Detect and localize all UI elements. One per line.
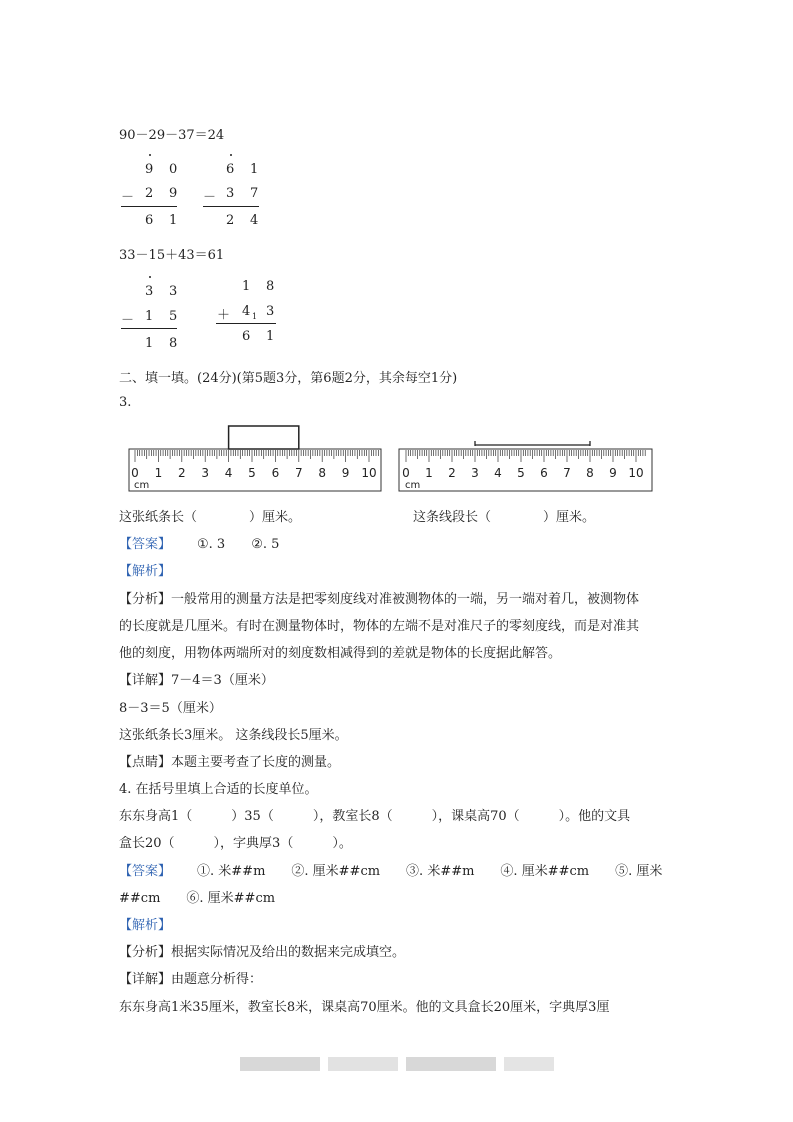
digit: 3	[169, 284, 178, 299]
sum-line	[121, 206, 177, 207]
digit: 9	[145, 162, 154, 177]
ruler-tick-label: 6	[271, 466, 280, 480]
q4-line-2: 盒长20（ ），字典厚3（ ）。	[119, 836, 352, 851]
digit: 6	[242, 329, 251, 344]
caption-left: 这张纸条长（ ）厘米。	[119, 510, 302, 525]
q4-answer-row-2: ##cm ⑥. 厘米##cm	[119, 891, 276, 906]
fenxi-line-1	[119, 588, 639, 607]
watermark-bar	[328, 1057, 398, 1071]
digit: 3	[266, 304, 275, 319]
ruler-tick-label: 8	[318, 466, 327, 480]
fenxi-line-3: 他的刻度，用物体两端所对的刻度数相减得到的差就是物体的长度据此解答。	[119, 646, 562, 661]
xiangjie-line-3: 这张纸条长3厘米。 这条线段长5厘米。	[119, 728, 348, 743]
digit: 5	[169, 309, 178, 324]
ruler-tick-label: 0	[131, 466, 139, 480]
answer-tag: 【答案】	[119, 864, 172, 879]
ruler-tick-label: 7	[563, 466, 571, 480]
sum-line	[121, 328, 177, 329]
answer-tag: 【答案】	[119, 537, 172, 552]
digit: 4	[250, 213, 259, 228]
xiangjie-tag: 【详解】	[119, 972, 172, 987]
q4-last-line: 东东身高1米35厘米，教室长8米，课桌高70厘米。他的文具盒长20厘米，字典厚3厘	[119, 1000, 610, 1015]
digit: 8	[266, 279, 275, 294]
question-number: 3.	[119, 395, 132, 410]
xiangjie-text: 由题意分析得：	[171, 972, 263, 987]
ruler-tick-label: 6	[540, 466, 548, 480]
dianjing-tag: 【点睛】	[119, 755, 172, 770]
digit: 1	[145, 336, 154, 351]
ruler-tick-label: 9	[341, 466, 350, 480]
watermark-bar	[240, 1057, 320, 1071]
ruler-figure-right	[398, 438, 654, 493]
sum-line	[216, 323, 276, 324]
answer-row	[119, 533, 279, 552]
ruler-tick-label: 10	[628, 466, 644, 480]
section-title: 二、填一填。(24分)(第5题3分，第6题2分，其余每空1分)	[119, 371, 458, 386]
ruler-tick-label: 0	[402, 466, 410, 480]
digit: 2	[226, 213, 235, 228]
ruler-tick-label: 3	[201, 466, 210, 480]
ruler-tick-label: 10	[361, 466, 377, 480]
watermark-bar	[504, 1057, 554, 1071]
fenxi-tag: 【分析】	[119, 945, 172, 960]
ruler-tick-label: 2	[177, 466, 186, 480]
fenxi-text: 根据实际情况及给出的数据来完成填空。	[171, 945, 406, 960]
ruler-tick-label: 3	[471, 466, 479, 480]
digit: 6	[226, 162, 235, 177]
q4-answer-row	[119, 860, 662, 879]
fenxi-tag: 【分析】	[119, 592, 172, 607]
ruler-right	[398, 438, 654, 493]
borrow-dot	[149, 276, 151, 278]
digit: 1	[250, 162, 259, 177]
carry-digit: 1	[252, 312, 258, 321]
ruler-unit-label: cm	[405, 480, 421, 491]
digit: 6	[145, 213, 154, 228]
ruler-tick-label: 1	[154, 466, 163, 480]
q4-analysis-tag: 【解析】	[119, 918, 172, 933]
digit: 3	[226, 186, 235, 201]
digit: 4	[242, 304, 251, 319]
equation-2: 33－15＋43＝61	[119, 248, 225, 263]
ruler-unit-label: cm	[134, 480, 150, 491]
ruler-tick-label: 4	[494, 466, 502, 480]
dianjing-line	[119, 751, 340, 770]
ruler-figure-left	[128, 425, 383, 493]
digit: 0	[169, 162, 178, 177]
answer-text: ①. 3 ②. 5	[197, 537, 280, 552]
xiangjie-line-2: 8－3＝5（厘米）	[119, 701, 222, 716]
ruler-tick-label: 8	[586, 466, 594, 480]
caption-right: 这条线段长（ ）厘米。	[413, 510, 596, 525]
ruler-tick-label: 1	[425, 466, 433, 480]
ruler-left	[128, 425, 383, 493]
equation-1: 90－29－37＝24	[119, 128, 225, 143]
ruler-tick-label: 9	[609, 466, 617, 480]
digit: 1	[145, 309, 154, 324]
ruler-tick-label: 2	[448, 466, 456, 480]
digit: 7	[250, 186, 259, 201]
q4-line-1: 东东身高1（ ）35（ ），教室长8（ ），课桌高70（ ）。他的文具	[119, 809, 631, 824]
borrow-dot	[149, 154, 151, 156]
xiangjie-line-1	[119, 669, 274, 688]
digit: 1	[169, 213, 178, 228]
ruler-tick-label: 5	[248, 466, 256, 480]
borrow-dot	[230, 154, 232, 156]
digit: 1	[266, 329, 275, 344]
operator: ＋	[217, 308, 231, 323]
q4-xiangjie-line	[119, 968, 262, 987]
dianjing-text: 本题主要考查了长度的测量。	[171, 755, 341, 770]
ruler-tick-label: 5	[517, 466, 525, 480]
operator: －	[121, 190, 135, 205]
digit: 3	[145, 284, 154, 299]
operator: －	[203, 190, 217, 205]
xiangjie-text: 7－4＝3（厘米）	[171, 673, 274, 688]
digit: 1	[242, 279, 251, 294]
sum-line	[203, 206, 259, 207]
answer-text: ①. 米##m ②. 厘米##cm ③. 米##m ④. 厘米##cm ⑤. 厘米	[197, 864, 663, 879]
ruler-tick-label: 4	[224, 466, 233, 480]
digit: 9	[169, 186, 178, 201]
operator: －	[121, 313, 135, 328]
digit: 8	[169, 336, 178, 351]
xiangjie-tag: 【详解】	[119, 673, 172, 688]
paper-strip	[229, 426, 299, 449]
fenxi-line-2: 的长度就是几厘米。有时在测量物体时，物体的左端不是对准尺子的零刻度线，而是对准其	[119, 619, 640, 634]
digit: 2	[145, 186, 154, 201]
analysis-tag: 【解析】	[119, 564, 172, 579]
q4-title: 4. 在括号里填上合适的长度单位。	[119, 782, 318, 797]
q4-fenxi-line	[119, 941, 405, 960]
fenxi-text: 一般常用的测量方法是把零刻度线对准被测物体的一端，另一端对着几，被测物体	[171, 592, 640, 607]
watermark-bar	[406, 1057, 496, 1071]
ruler-tick-label: 7	[294, 466, 303, 480]
